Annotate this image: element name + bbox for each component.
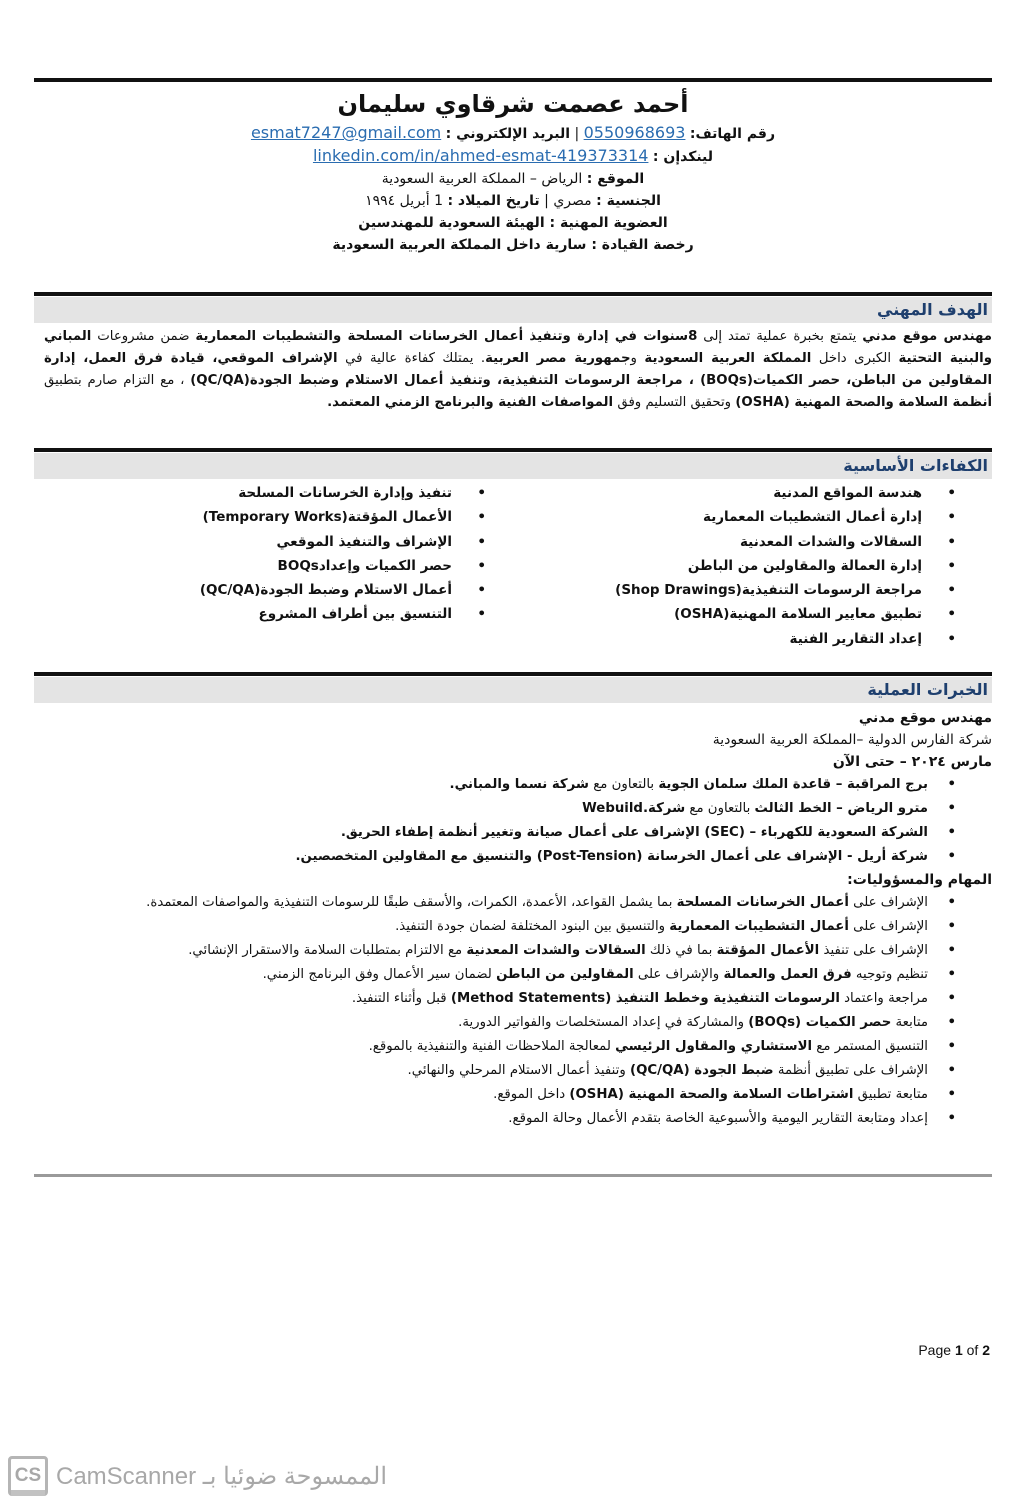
text-run: بما يشمل القواعد، الأعمدة، الكمرات، والأسقف طبقًا للرسومات التنفيذية والمواصفات المعتمدة. <box>146 895 677 910</box>
tasks-title: المهام والمسؤوليات: <box>847 872 992 888</box>
project-item <box>34 797 992 821</box>
competency-item: • التنسيق بين أطراف المشروع <box>62 602 492 626</box>
text-run: وتحقيق التسليم وفق <box>613 395 736 410</box>
bold-text-run: أعمال الخرسانات المسلحة <box>676 895 849 910</box>
project-item <box>34 773 992 797</box>
bold-text-run: حصر الكميات (BOQs) <box>748 1015 892 1030</box>
bold-text-run: المملكة العربية السعودية <box>644 351 812 366</box>
dob-label: تاريخ الميلاد : <box>447 193 540 209</box>
location-label: الموقع : <box>586 171 645 187</box>
experience-block <box>34 707 992 1131</box>
text-run: مراجعة واعتماد <box>839 991 928 1006</box>
competency-item: • إدارة العمالة والمقاولين من الباطن <box>532 554 962 578</box>
text-run: و <box>630 351 645 366</box>
bold-text-run: الشركة السعودية للكهرباء – (SEC) الإشراف على أعمال صيانة وتغيير أنظمة إطفاء الحريق. <box>340 825 928 840</box>
membership-label: العضوية المهنية : <box>549 215 668 231</box>
bold-text-run: جمهورية مصر العربية <box>485 351 631 366</box>
linkedin-label: لينكدإن : <box>652 149 714 165</box>
competency-item: • هندسة المواقع المدنية <box>532 481 962 505</box>
task-item <box>34 939 992 963</box>
text-run: لمعالجة الملاحظات الفنية والتنفيذية بالموقع. <box>368 1039 616 1054</box>
text-run: والإشراف على <box>633 967 724 982</box>
phone-link[interactable]: 0550968693 <box>583 123 686 142</box>
competency-item: • تنفيذ وإدارة الخرسانات المسلحة <box>62 481 492 505</box>
text-run: متابعة تطبيق <box>853 1087 928 1102</box>
text-run: الكبرى داخل <box>811 351 899 366</box>
text-run: والمشاركة في إعداد المستخلصات والفواتير الدورية. <box>458 1015 749 1030</box>
project-item <box>34 821 992 845</box>
task-item <box>34 1107 992 1131</box>
text-run: مع الالتزام بمتطلبات السلامة والاستقرار الإنشائي. <box>188 943 467 958</box>
candidate-name: أحمد عصمت شرقاوي سليمان <box>337 90 689 118</box>
separator: | <box>574 126 580 142</box>
text-run: ضمن مشروعات <box>91 329 196 344</box>
bold-text-run: المقاولين من الباطن <box>496 967 634 982</box>
bold-text-run: أعمال التشطيبات المعمارية <box>669 919 849 934</box>
objective-paragraph <box>44 326 992 414</box>
nationality-line <box>34 190 992 212</box>
competency-item: • أعمال الاستلام وضبط الجودة(QC/QA) <box>62 578 492 602</box>
objective-section-bar <box>34 297 992 323</box>
page-number <box>918 1342 990 1358</box>
bold-text-run: 8سنوات في إدارة وتنفيذ أعمال الخرسانات المسلحة والتشطيبات المعمارية <box>195 329 698 344</box>
competency-item: • مراجعة الرسومات التنفيذية(Shop Drawings) <box>532 578 962 602</box>
objective-title: الهدف المهني <box>877 300 988 319</box>
bottom-divider <box>34 1174 992 1177</box>
bold-text-run: اشتراطات السلامة والصحة المهنية (OSHA) <box>569 1087 854 1102</box>
text-run: بما في ذلك <box>645 943 717 958</box>
tasks-list <box>34 891 992 1131</box>
competencies-left-column <box>62 481 492 627</box>
company-name: شركة الفارس الدولية –المملكة العربية السعودية <box>712 732 992 748</box>
bold-text-run: شركة أريل - الإشراف على أعمال الخرسانة (Post-Tension) والتنسيق مع المقاولين المتخصصين. <box>295 849 928 864</box>
text-run: تنظيم وتوجيه <box>851 967 928 982</box>
text-run: الإشراف على تنفيذ <box>819 943 928 958</box>
bold-text-run: شركة نسما والمباني. <box>449 777 589 792</box>
competency-item: • إدارة أعمال التشطيبات المعمارية <box>532 505 962 529</box>
email-link[interactable]: esmat7247@gmail.com <box>250 123 442 142</box>
bold-text-run: شركة.Webuild <box>582 801 686 816</box>
project-item <box>34 845 992 869</box>
text-run: قبل وأثناء التنفيذ. <box>351 991 451 1006</box>
membership-line <box>34 212 992 234</box>
competencies-divider <box>34 448 992 452</box>
watermark-text <box>56 1462 387 1491</box>
license-line <box>34 234 992 256</box>
competencies-section-bar <box>34 453 992 479</box>
text-run: متابعة <box>891 1015 928 1030</box>
bold-text-run: ضبط الجودة (QC/QA) <box>630 1063 774 1078</box>
bold-text-run: الأعمال المؤقتة <box>716 943 820 958</box>
linkedin-link[interactable]: linkedin.com/in/ahmed-esmat-419373314 <box>312 146 649 165</box>
text-run: التنسيق المستمر مع <box>812 1039 928 1054</box>
bold-text-run: الإشراف الموقعي، قيادة فرق العمل، إدارة المقاولين من الباطن، حصر الكميات(BOQs) ، مراجعة الرسومات التنفيذية، وتنفيذ أعمال الاستلام وضبط الجودة(QC/QA) <box>44 351 993 388</box>
separator: | <box>544 193 549 209</box>
text-run: الإشراف على <box>848 895 928 910</box>
page-current: 1 <box>954 1342 963 1358</box>
phone-label: رقم الهاتف: <box>689 126 776 142</box>
text-run: الإشراف على تطبيق أنظمة <box>773 1063 928 1078</box>
text-run: . يمتلك كفاءة عالية في <box>337 351 486 366</box>
task-item <box>34 1011 992 1035</box>
bold-text-run: فرق العمل والعمالة <box>723 967 852 982</box>
competency-item: • السقالات والشدات المعدنية <box>532 530 962 554</box>
location-value: الرياض – المملكة العربية السعودية <box>381 171 583 187</box>
camscanner-watermark <box>8 1456 387 1496</box>
task-item <box>34 915 992 939</box>
bold-text-run: المواصفات الفنية والبرنامج الزمني المعتمد. <box>327 395 614 410</box>
bold-text-run: مهندس موقع مدني <box>862 329 993 344</box>
job-title: مهندس موقع مدني <box>858 710 992 726</box>
experience-section-bar <box>34 677 992 703</box>
page-word: Page <box>918 1342 952 1358</box>
task-item <box>34 1083 992 1107</box>
task-item <box>34 891 992 915</box>
competency-item: • تطبيق معايير السلامة المهنية(OSHA) <box>532 602 962 626</box>
competency-item: • إعداد التقارير الفنية <box>532 627 962 651</box>
competency-item: • حصر الكميات وإعدادBOQs <box>62 554 492 578</box>
text-run: يتمتع بخبرة عملية تمتد إلى <box>697 329 863 344</box>
job-period: مارس ٢٠٢٤ – حتى الآن <box>832 754 992 770</box>
bold-text-run: المباني والبنية التحتية <box>44 329 992 366</box>
experience-title: الخبرات العملية <box>867 680 988 699</box>
email-label: البريد الإلكتروني : <box>445 126 570 142</box>
bold-text-run: الرسومات التنفيذية وخطط التنفيذ (Method Statements) <box>450 991 840 1006</box>
watermark-brand: CamScanner <box>56 1462 197 1490</box>
of-word: of <box>966 1342 979 1358</box>
text-run: داخل الموقع. <box>493 1087 570 1102</box>
projects-list <box>34 773 992 869</box>
text-run: لضمان سير الأعمال وفق البرنامج الزمني. <box>262 967 497 982</box>
bold-text-run: برج المراقبة – قاعدة الملك سلمان الجوية <box>658 777 928 792</box>
phone-email-line <box>34 122 992 145</box>
membership-value: الهيئة السعودية للمهندسين <box>358 215 545 231</box>
text-run: والتنسيق بين البنود المختلفة لضمان جودة التنفيذ. <box>395 919 670 934</box>
text-run: الإشراف على <box>848 919 928 934</box>
contact-header <box>34 86 992 256</box>
competencies-right-column <box>532 481 962 651</box>
competency-item: • الأعمال المؤقتة(Temporary Works) <box>62 505 492 529</box>
text-run: وتنفيذ أعمال الاستلام المرحلي والنهائي. <box>407 1063 630 1078</box>
text-run: بالتعاون مع <box>589 777 659 792</box>
license-value: سارية داخل المملكة العربية السعودية <box>332 237 587 253</box>
text-run: بالتعاون مع <box>685 801 755 816</box>
dob-value: 1 أبريل ١٩٩٤ <box>365 193 443 209</box>
bold-text-run: أنظمة السلامة والصحة المهنية (OSHA) <box>735 395 992 410</box>
experience-divider <box>34 672 992 676</box>
license-label: رخصة القيادة : <box>591 237 694 253</box>
competency-item: • الإشراف والتنفيذ الموقعي <box>62 530 492 554</box>
page-total: 2 <box>982 1342 990 1358</box>
text-run: ، مع التزام صارم بتطبيق <box>44 373 191 388</box>
camscanner-logo-icon: CS <box>8 1456 48 1496</box>
linkedin-line <box>34 145 992 168</box>
bold-text-run: السقالات والشدات المعدنية <box>466 943 646 958</box>
bold-text-run: الاستشاري والمقاول الرئيسي <box>615 1039 813 1054</box>
objective-divider <box>34 292 992 296</box>
task-item <box>34 987 992 1011</box>
watermark-arabic: الممسوحة ضوئيا بـ <box>202 1462 388 1490</box>
task-item <box>34 1035 992 1059</box>
task-item <box>34 1059 992 1083</box>
location-line <box>34 168 992 190</box>
bold-text-run: مترو الرياض – الخط الثالث <box>754 801 928 816</box>
task-item <box>34 963 992 987</box>
nationality-value: مصري <box>553 193 592 209</box>
competencies-title: الكفاءات الأساسية <box>843 456 988 475</box>
nationality-label: الجنسية : <box>596 193 661 209</box>
top-divider <box>34 78 992 82</box>
text-run: إعداد ومتابعة التقارير اليومية والأسبوعية الخاصة بتقدم الأعمال وحالة الموقع. <box>508 1111 928 1126</box>
